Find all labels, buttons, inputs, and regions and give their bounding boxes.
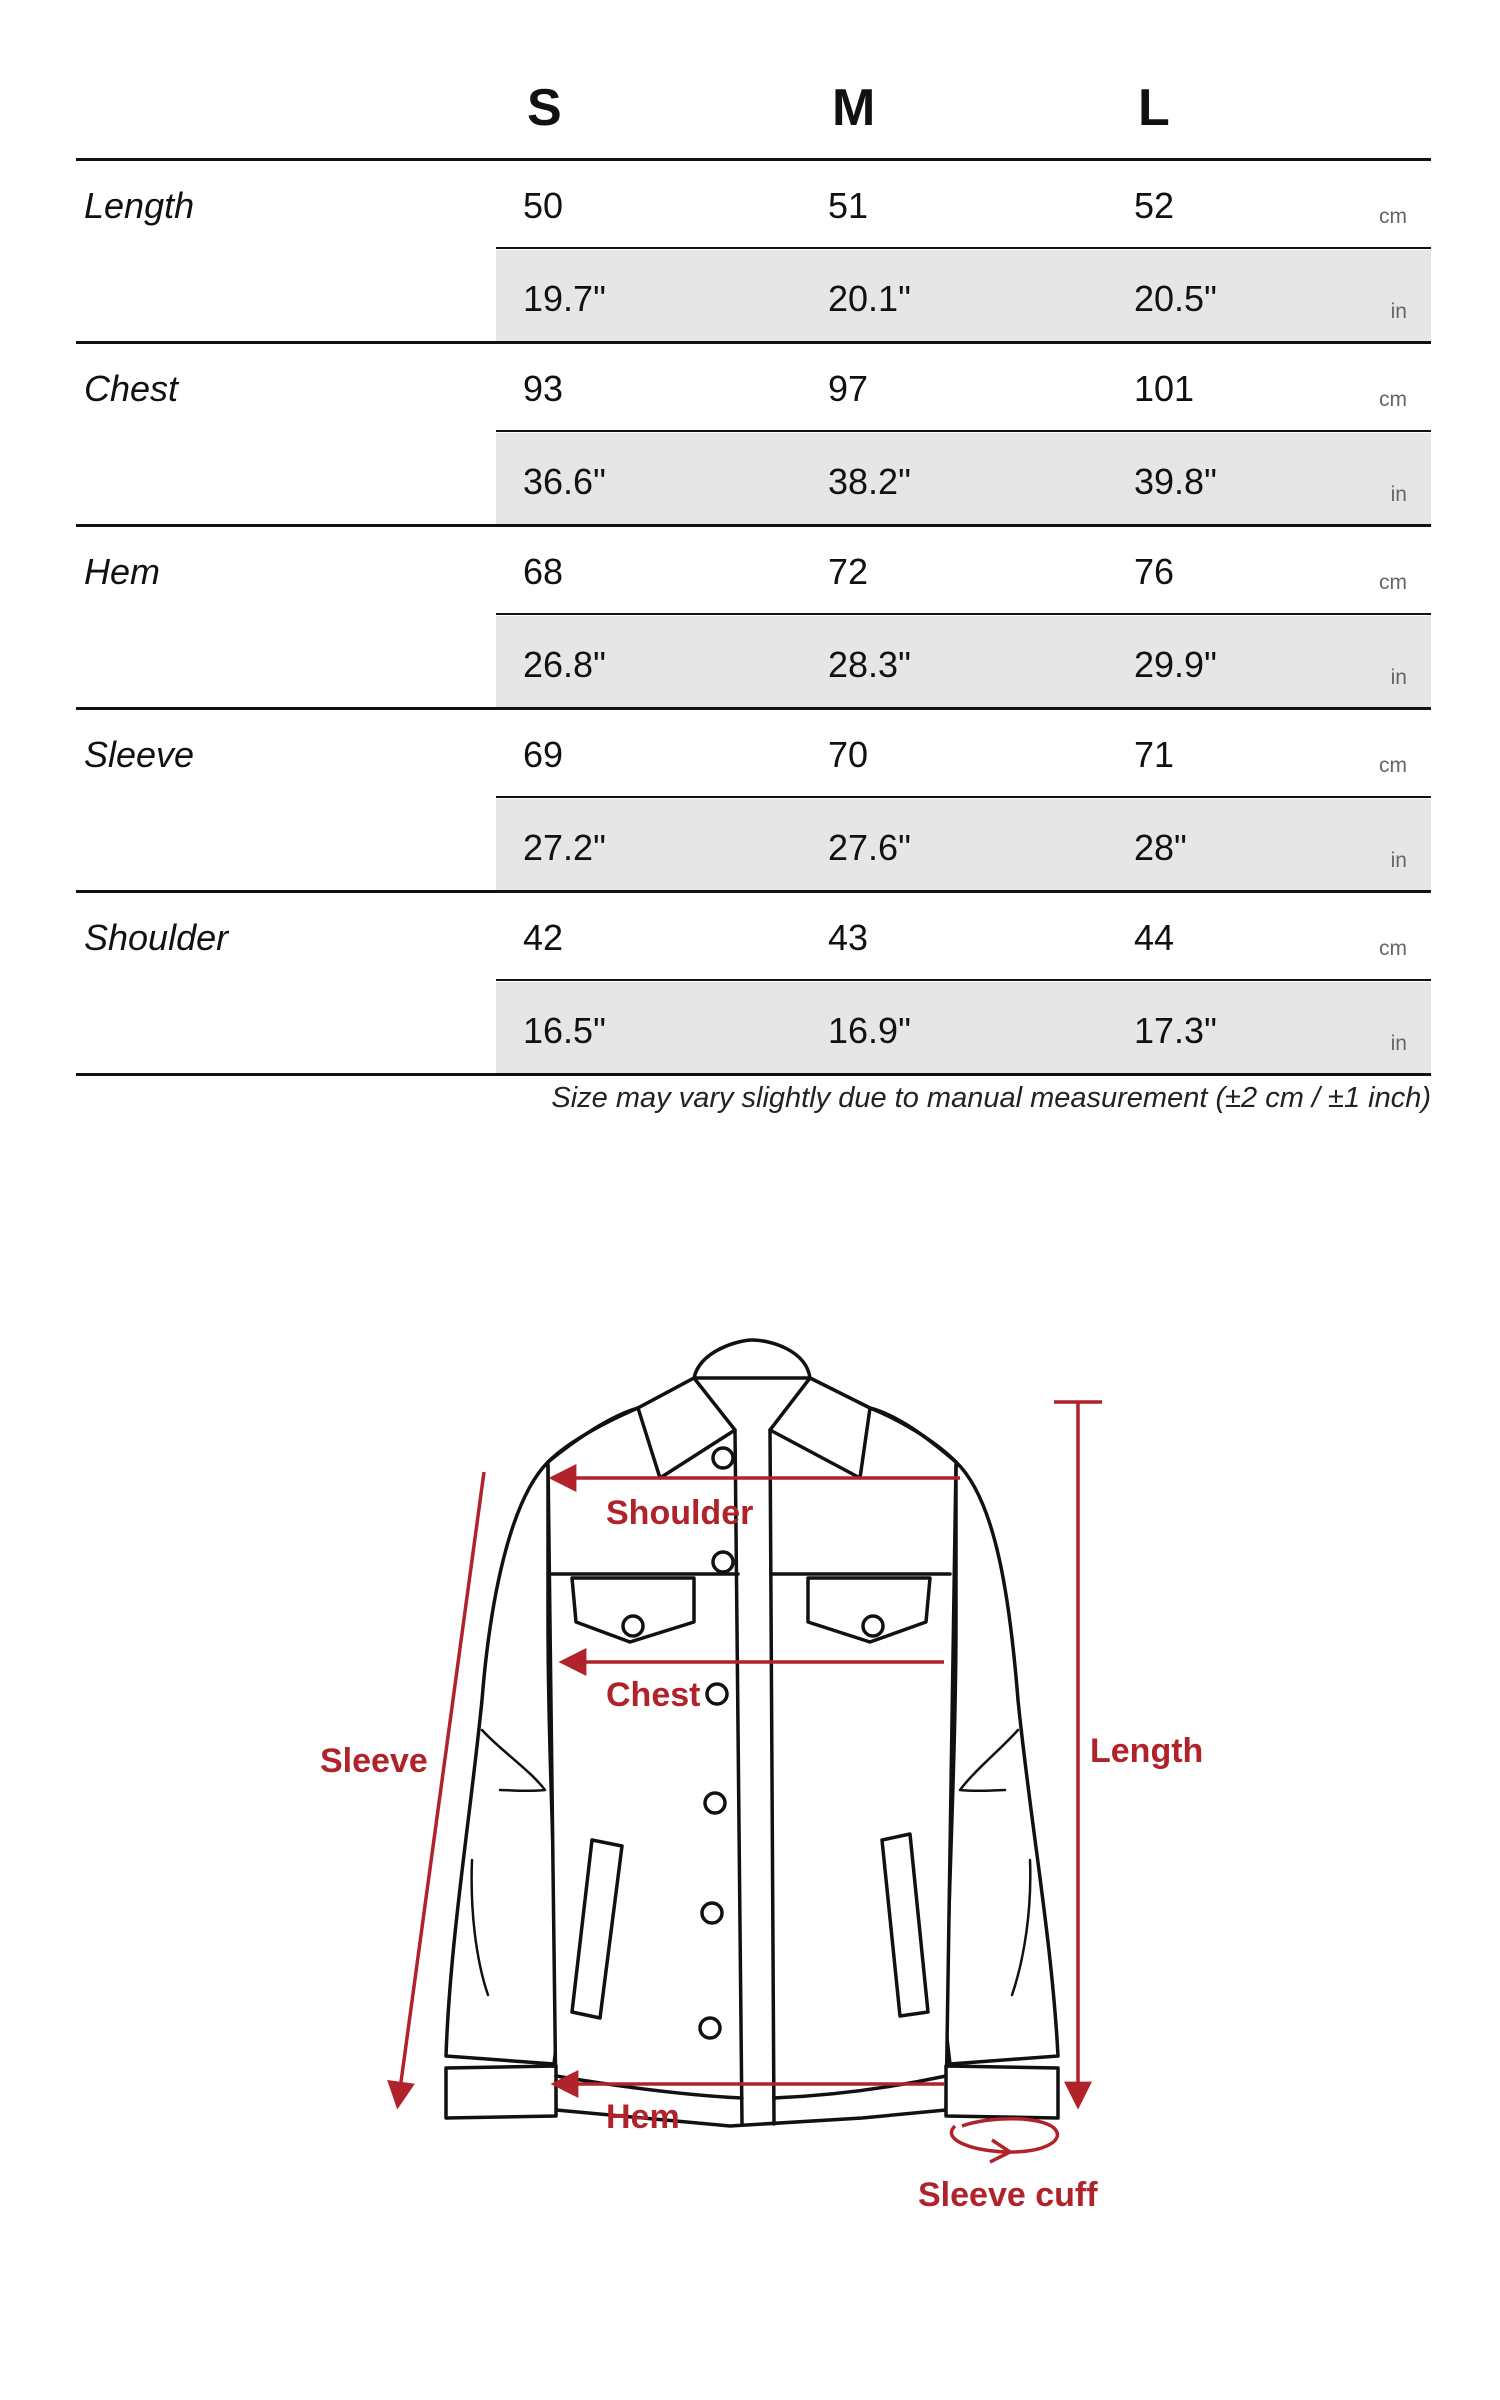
size-value-s: 26.8"	[523, 644, 606, 685]
size-value-s: 69	[523, 734, 564, 775]
size-l-header: L	[1138, 79, 1170, 137]
sleeve-label: Sleeve	[320, 1742, 428, 1780]
size-chart-table	[76, 62, 1431, 1076]
unit-label-in: in	[1390, 300, 1407, 323]
values-row-in	[496, 982, 1431, 1073]
measurement-label: Hem	[84, 551, 161, 592]
size-value-s: 36.6"	[523, 461, 606, 502]
measurement-group-chest	[76, 344, 1431, 527]
values-row-in	[496, 799, 1431, 890]
measurement-label: Chest	[84, 368, 179, 409]
measurement-label: Shoulder	[84, 917, 229, 958]
sleeve-cuff-label: Sleeve cuff	[918, 2176, 1098, 2214]
size-value-s: 93	[523, 368, 564, 409]
size-value-m: 16.9"	[828, 1010, 911, 1051]
size-value-l: 29.9"	[1134, 644, 1217, 685]
chest-label: Chest	[606, 1676, 701, 1714]
values-row-in	[496, 616, 1431, 707]
size-value-m: 97	[828, 368, 869, 409]
unit-label-cm: cm	[1379, 754, 1407, 777]
size-value-m: 51	[828, 185, 869, 226]
jacket-diagram	[0, 1280, 1500, 2260]
size-header-row	[76, 62, 1431, 161]
size-value-m: 38.2"	[828, 461, 911, 502]
unit-label-cm: cm	[1379, 205, 1407, 228]
values-row-cm	[496, 710, 1431, 798]
size-value-l: 17.3"	[1134, 1010, 1217, 1051]
unit-label-cm: cm	[1379, 571, 1407, 594]
length-label: Length	[1090, 1732, 1204, 1770]
measurement-label: Sleeve	[84, 734, 195, 775]
values-row-cm	[496, 893, 1431, 981]
unit-label-in: in	[1390, 483, 1407, 506]
size-value-m: 72	[828, 551, 869, 592]
values-row-in	[496, 250, 1431, 341]
unit-label-in: in	[1390, 1032, 1407, 1055]
size-value-s: 68	[523, 551, 564, 592]
values-row-cm	[496, 344, 1431, 432]
size-value-l: 71	[1134, 734, 1175, 775]
unit-label-cm: cm	[1379, 937, 1407, 960]
measurement-groups	[76, 161, 1431, 1076]
size-value-s: 42	[523, 917, 564, 958]
size-value-s: 27.2"	[523, 827, 606, 868]
unit-label-cm: cm	[1379, 388, 1407, 411]
shoulder-label: Shoulder	[606, 1494, 754, 1532]
unit-label-in: in	[1390, 849, 1407, 872]
size-value-m: 70	[828, 734, 869, 775]
size-value-m: 27.6"	[828, 827, 911, 868]
size-value-l: 44	[1134, 917, 1175, 958]
size-value-l: 52	[1134, 185, 1175, 226]
hem-label: Hem	[606, 2098, 680, 2136]
measurement-group-shoulder	[76, 893, 1431, 1076]
size-value-m: 43	[828, 917, 869, 958]
size-m-header: M	[832, 79, 876, 137]
measurement-group-hem	[76, 527, 1431, 710]
size-value-m: 20.1"	[828, 278, 911, 319]
values-row-in	[496, 433, 1431, 524]
size-value-m: 28.3"	[828, 644, 911, 685]
measurement-group-length	[76, 161, 1431, 344]
size-value-s: 16.5"	[523, 1010, 606, 1051]
values-row-cm	[496, 527, 1431, 615]
measurement-group-sleeve	[76, 710, 1431, 893]
size-s-header: S	[527, 79, 562, 137]
size-value-l: 101	[1134, 368, 1195, 409]
size-value-s: 50	[523, 185, 564, 226]
jacket-illustration	[0, 1280, 1500, 2260]
size-value-s: 19.7"	[523, 278, 606, 319]
measurement-note: Size may vary slightly due to manual measurement (±2 cm / ±1 inch)	[551, 1082, 1431, 1114]
jacket-outline	[446, 1340, 1058, 2126]
size-value-l: 39.8"	[1134, 461, 1217, 502]
measurement-label: Length	[84, 185, 195, 226]
size-value-l: 28"	[1134, 827, 1187, 868]
size-value-l: 20.5"	[1134, 278, 1217, 319]
values-row-cm	[496, 161, 1431, 249]
unit-label-in: in	[1390, 666, 1407, 689]
size-value-l: 76	[1134, 551, 1175, 592]
